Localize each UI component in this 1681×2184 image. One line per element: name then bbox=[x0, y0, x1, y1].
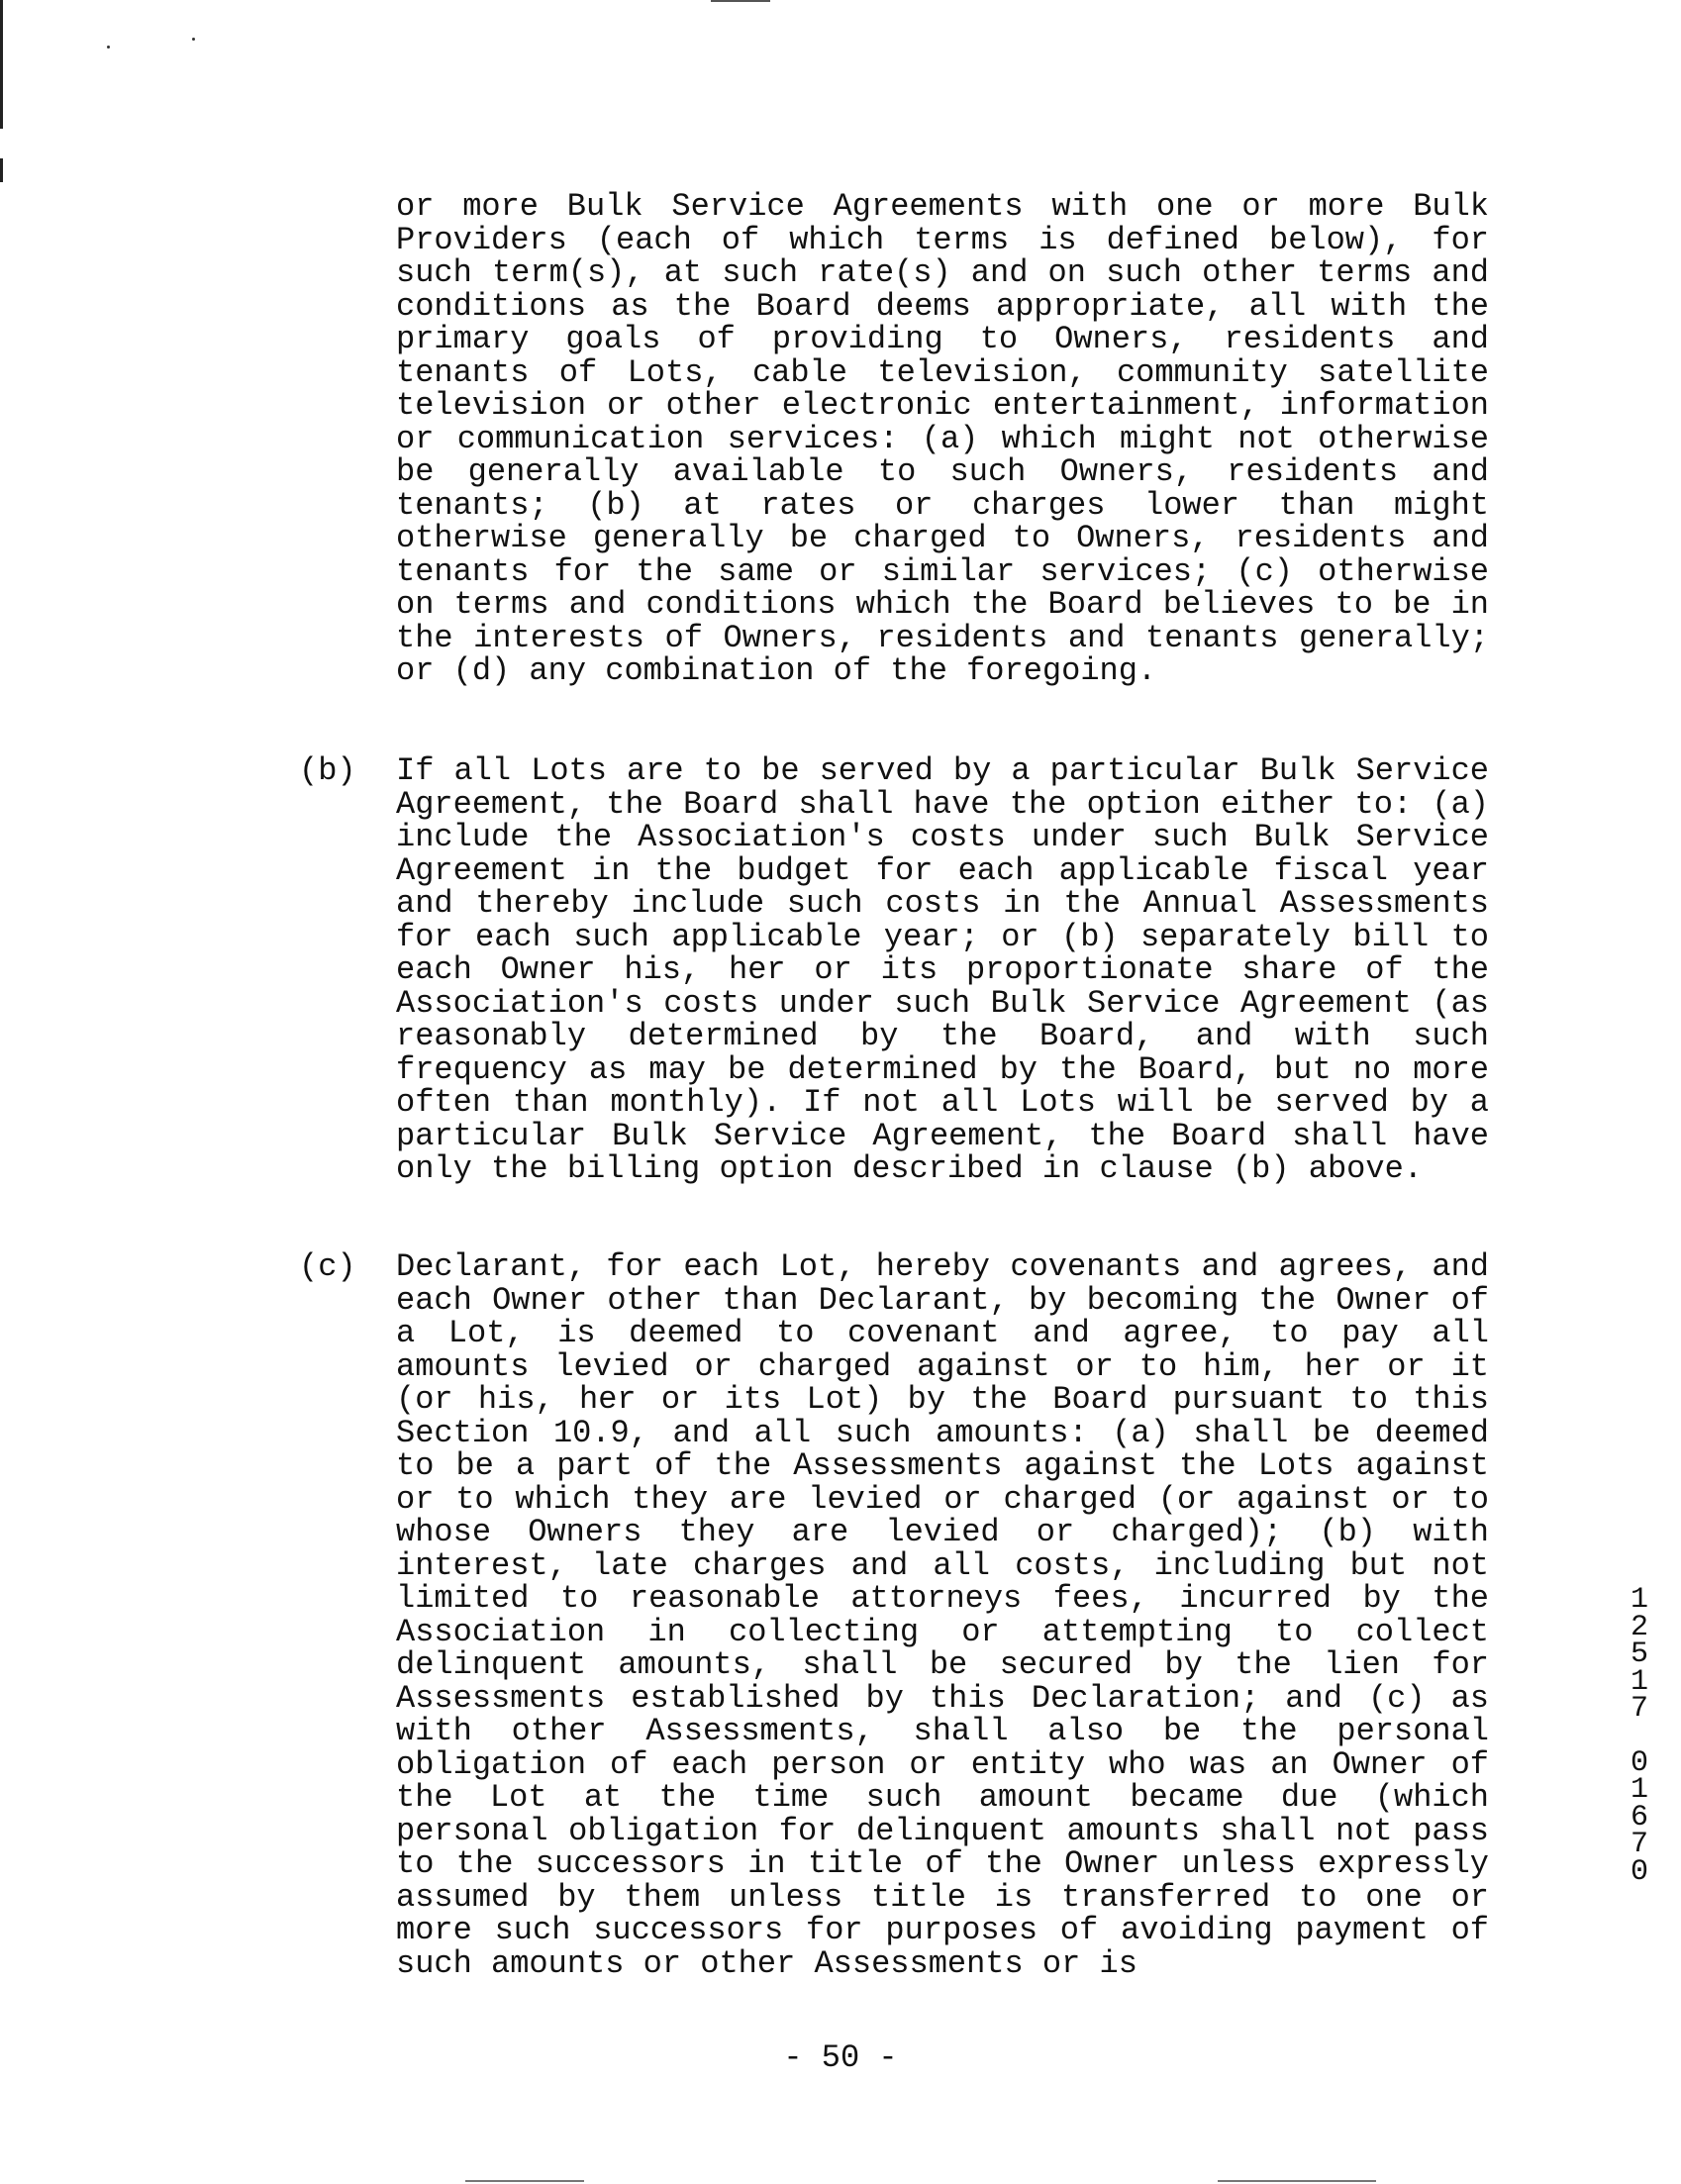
recording-digit: 0 bbox=[1630, 1745, 1648, 1780]
recording-digit: 2 bbox=[1630, 1610, 1648, 1644]
scan-bottom-rule bbox=[1218, 2180, 1376, 2182]
clause-c-text: Declarant, for each Lot, hereby covenants and agrees, and each Owner other than Declarant, by becoming the Owner of a Lot, is deemed to covenant and agree, to pay all amounts levied or charged against or to him, her or it (or his, her or its Lot) by the Board pursuant to this Section 10.9, and all such amounts: (a) shall be deemed to be a part of the Assessments against the Lots against or to which they are levied or charged (or against or to whose Owners they are levied or charged); (b) with interest, late charges and all costs, including but not limited to reasonable attorneys fees, incurred by the Association in collecting or attempting to collect delinquent amounts, shall be secured by the lien for Assessments established by this Declaration; and (c) as with other Assessments, shall also be the personal obligation of each person or entity who was an Owner of the Lot at the time such amount became due (which personal obligation for delinquent amounts shall not pass to the successors in title of the Owner unless expressly assumed by them unless title is transferred to one or more such successors for purposes of avoiding payment of such amounts or other Assessments or is bbox=[396, 1248, 1489, 1982]
recording-digit: 5 bbox=[1630, 1638, 1648, 1671]
clause-b-label: (b) bbox=[299, 752, 356, 789]
scan-speck bbox=[192, 38, 195, 41]
scan-left-edge-mark bbox=[0, 158, 3, 182]
scan-speck bbox=[107, 46, 110, 49]
scan-bottom-rule bbox=[465, 2180, 584, 2182]
recording-digit: 1 bbox=[1630, 1773, 1648, 1807]
intro-paragraph: or more Bulk Service Agreements with one or more Bulk Providers (each of which terms is defined below), for such term(s), at such rate(s) and on such other terms and conditions as the Board deems appropriate, all with the primary goals of providing to Owners, residents and tenants of Lots, cable television, community satellite television or other electronic entertainment, information or communication services: (a) which might not otherwise be generally available to such Owners, residents and tenants; (b) at rates or charges lower than might otherwise generally be charged to Owners, residents and tenants for the same or similar services; (c) otherwise on terms and conditions which the Board believes to be in the interests of Owners, residents and tenants generally; or (d) any combination of the foregoing. bbox=[396, 188, 1489, 689]
page-number: - 50 - bbox=[783, 2039, 898, 2076]
recording-digit: 1 bbox=[1630, 1583, 1648, 1617]
recording-digit: 1 bbox=[1630, 1664, 1648, 1699]
scan-left-edge-mark bbox=[0, 0, 3, 129]
clause-c-label: (c) bbox=[299, 1248, 356, 1285]
recording-number bbox=[1624, 1583, 1655, 1889]
clause-b-text: If all Lots are to be served by a particular Bulk Service Agreement, the Board shall have the option either to: (a) include the Association's costs under such Bulk Service Agreement in the budget for each applicable fiscal year and thereby include such costs in the Annual Assessments for each such applicable year; or (b) separately bill to each Owner his, her or its proportionate share of the Association's costs under such Bulk Service Agreement (as reasonably determined by the Board, and with such frequency as may be determined by the Board, but no more often than monthly). If not all Lots will be served by a particular Bulk Service Agreement, the Board shall have only the billing option described in clause (b) above. bbox=[396, 752, 1489, 1187]
recording-digit: 6 bbox=[1630, 1800, 1648, 1835]
recording-digit: 7 bbox=[1630, 1828, 1648, 1861]
recording-digit: 7 bbox=[1630, 1692, 1648, 1726]
scan-top-rule bbox=[711, 0, 770, 2]
recording-digit: 0 bbox=[1630, 1854, 1648, 1889]
